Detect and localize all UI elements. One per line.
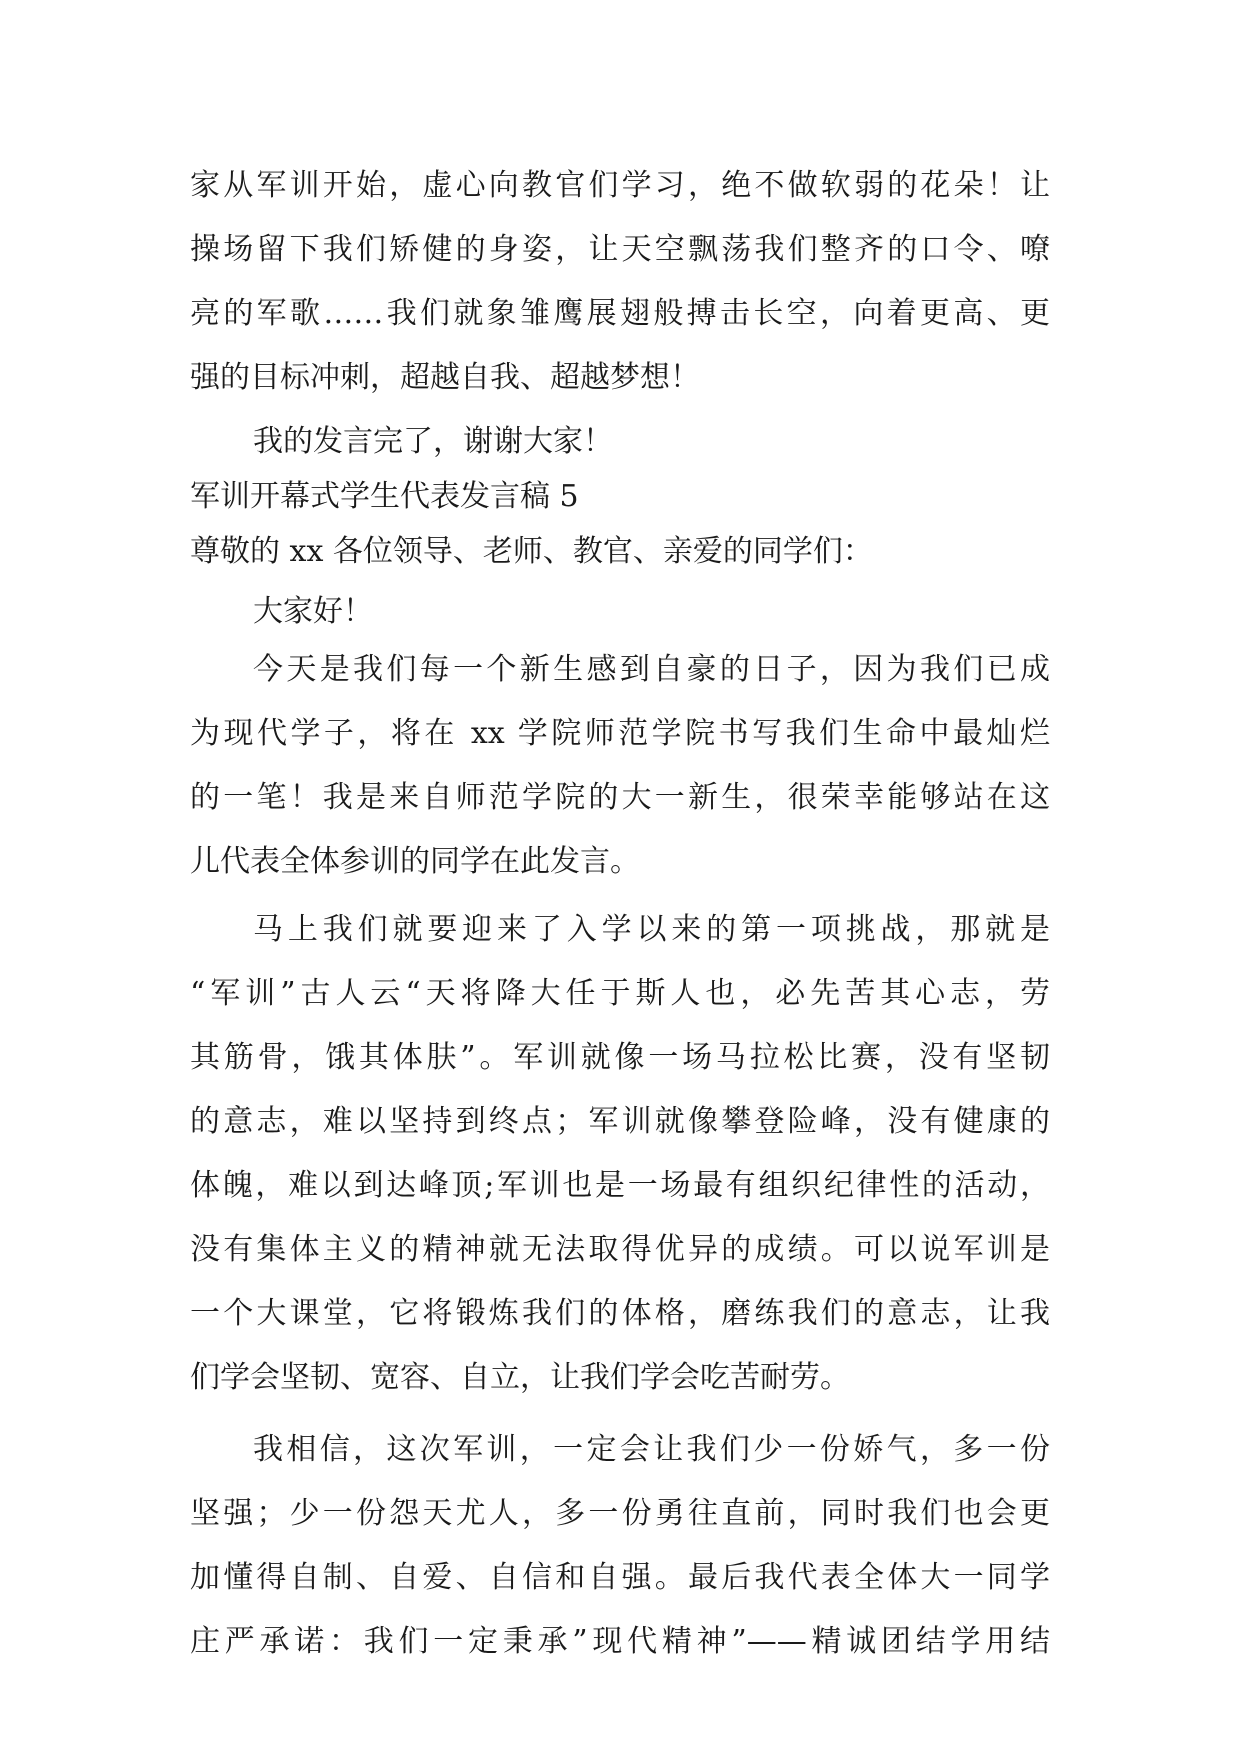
body-text-line: 马上我们就要迎来了入学以来的第一项挑战，那就是 (253, 912, 1050, 947)
body-text-line: 们学会坚韧、宽容、自立，让我们学会吃苦耐劳。 (190, 1360, 850, 1395)
body-text-line: 的意志，难以坚持到终点；军训就像攀登险峰，没有健康的 (190, 1104, 1050, 1139)
body-text-line: 庄严承诺：我们一定秉承”现代精神”——精诚团结学用结 (190, 1624, 1050, 1659)
greeting: 大家好！ (253, 594, 373, 629)
body-text-line: 没有集体主义的精神就无法取得优异的成绩。可以说军训是 (190, 1232, 1050, 1267)
body-text-line: 我相信，这次军训，一定会让我们少一份娇气，多一份 (253, 1432, 1050, 1467)
body-text-line: 今天是我们每一个新生感到自豪的日子，因为我们已成 (253, 652, 1050, 687)
body-text-line: 儿代表全体参训的同学在此发言。 (190, 844, 640, 879)
body-text-line: 一个大课堂，它将锻炼我们的体格，磨练我们的意志，让我 (190, 1296, 1050, 1331)
section-title: 军训开幕式学生代表发言稿 5 (190, 479, 579, 514)
body-text-line: 强的目标冲刺，超越自我、超越梦想！ (190, 360, 700, 395)
closing-line: 我的发言完了，谢谢大家！ (253, 424, 613, 459)
body-text-line: 体魄，难以到达峰顶;军训也是一场最有组织纪律性的活动， (190, 1168, 1050, 1203)
body-text-line: 加懂得自制、自爱、自信和自强。最后我代表全体大一同学 (190, 1560, 1050, 1595)
body-text-line: 家从军训开始，虚心向教官们学习，绝不做软弱的花朵！让 (190, 168, 1050, 203)
body-text-line: 亮的军歌……我们就象雏鹰展翅般搏击长空，向着更高、更 (190, 296, 1050, 331)
salutation: 尊敬的 xx 各位领导、老师、教官、亲爱的同学们： (190, 534, 873, 569)
body-text-line: 其筋骨，饿其体肤”。军训就像一场马拉松比赛，没有坚韧 (190, 1040, 1050, 1075)
body-text-line: “军训”古人云“天将降大任于斯人也，必先苦其心志，劳 (190, 976, 1050, 1011)
body-text-line: 坚强；少一份怨天尤人，多一份勇往直前，同时我们也会更 (190, 1496, 1050, 1531)
body-text-line: 为现代学子，将在 xx 学院师范学院书写我们生命中最灿烂 (190, 716, 1050, 751)
body-text-line: 的一笔！我是来自师范学院的大一新生，很荣幸能够站在这 (190, 780, 1050, 815)
body-text-line: 操场留下我们矫健的身姿，让天空飘荡我们整齐的口令、嘹 (190, 232, 1050, 267)
